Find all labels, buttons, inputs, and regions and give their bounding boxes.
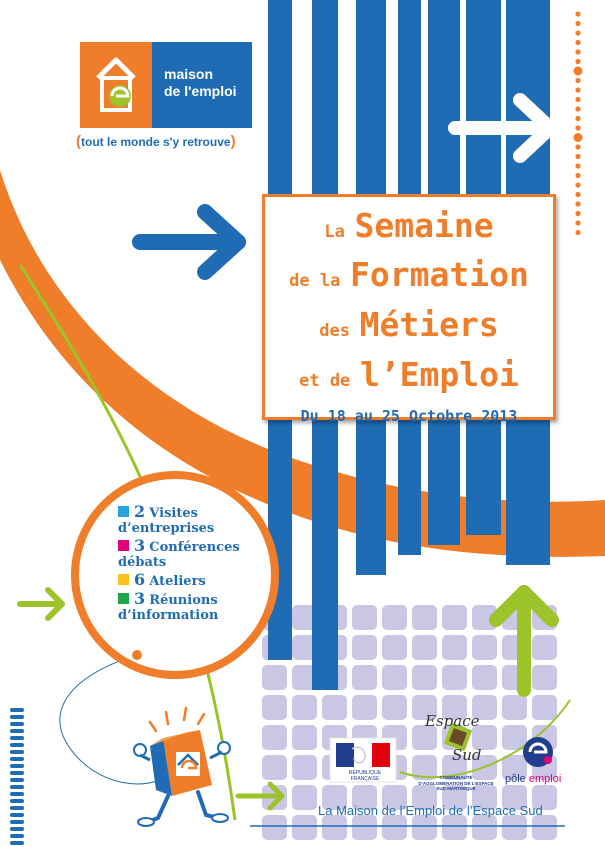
title-word: et de bbox=[299, 371, 351, 391]
logo-text bbox=[164, 66, 237, 100]
title-word: Semaine bbox=[354, 206, 494, 245]
title-line-2 bbox=[265, 253, 553, 303]
pole-emploi-word1: pôle bbox=[505, 773, 526, 785]
event-item bbox=[118, 572, 276, 589]
event-label: Visites d’entreprises bbox=[118, 506, 215, 536]
title-line-1 bbox=[265, 205, 553, 253]
espace-sud-subtitle: COMMUNAUTÉ D’AGGLOMÉRATION DE L’ESPACE SUD MARTINIQUE bbox=[418, 775, 494, 791]
title-word: Métiers bbox=[359, 305, 499, 344]
event-item bbox=[118, 591, 276, 623]
tagline-text: tout le monde s'y retrouve bbox=[81, 135, 231, 149]
title-word: l’Emploi bbox=[359, 355, 519, 394]
espace-sud-word1: Espace bbox=[425, 712, 480, 730]
house-e-icon bbox=[98, 60, 134, 110]
title-word: La bbox=[324, 222, 345, 242]
logo-line2: de l'emploi bbox=[164, 83, 237, 99]
title-line-3 bbox=[265, 303, 553, 353]
tagline-open-paren: ( bbox=[76, 133, 81, 150]
event-item bbox=[118, 538, 276, 570]
title-line-4 bbox=[265, 353, 553, 403]
title-box bbox=[262, 194, 556, 425]
logo-line1: maison bbox=[164, 66, 214, 82]
pole-emploi-label bbox=[505, 773, 561, 785]
event-label: Conférences débats bbox=[118, 540, 240, 570]
color-square-icon bbox=[118, 540, 129, 551]
event-item bbox=[118, 504, 276, 536]
title-word: des bbox=[319, 321, 350, 341]
event-count: 2 bbox=[134, 502, 146, 521]
title-word: Formation bbox=[350, 255, 529, 294]
event-list bbox=[118, 504, 276, 625]
event-count: 3 bbox=[134, 536, 146, 555]
title-word: de la bbox=[289, 271, 341, 291]
espace-sud-word2: Sud bbox=[452, 746, 482, 764]
event-dates: Du 18 au 25 Octobre 2013 bbox=[300, 407, 518, 425]
logo-tagline bbox=[76, 133, 261, 150]
event-label: Ateliers bbox=[149, 574, 206, 589]
color-square-icon bbox=[118, 506, 129, 517]
republique-francaise-label: RÉPUBLIQUE FRANÇAISE bbox=[348, 770, 382, 782]
color-square-icon bbox=[118, 574, 129, 585]
event-count: 6 bbox=[134, 570, 146, 589]
event-label: Réunions d’information bbox=[118, 593, 219, 623]
color-square-icon bbox=[118, 593, 129, 604]
footer-text: La Maison de l’Emploi de l’Espace Sud bbox=[318, 803, 543, 818]
pole-emploi-word2: emploi bbox=[528, 773, 562, 785]
event-count: 3 bbox=[134, 589, 146, 608]
tagline-close-paren: ) bbox=[230, 133, 236, 150]
